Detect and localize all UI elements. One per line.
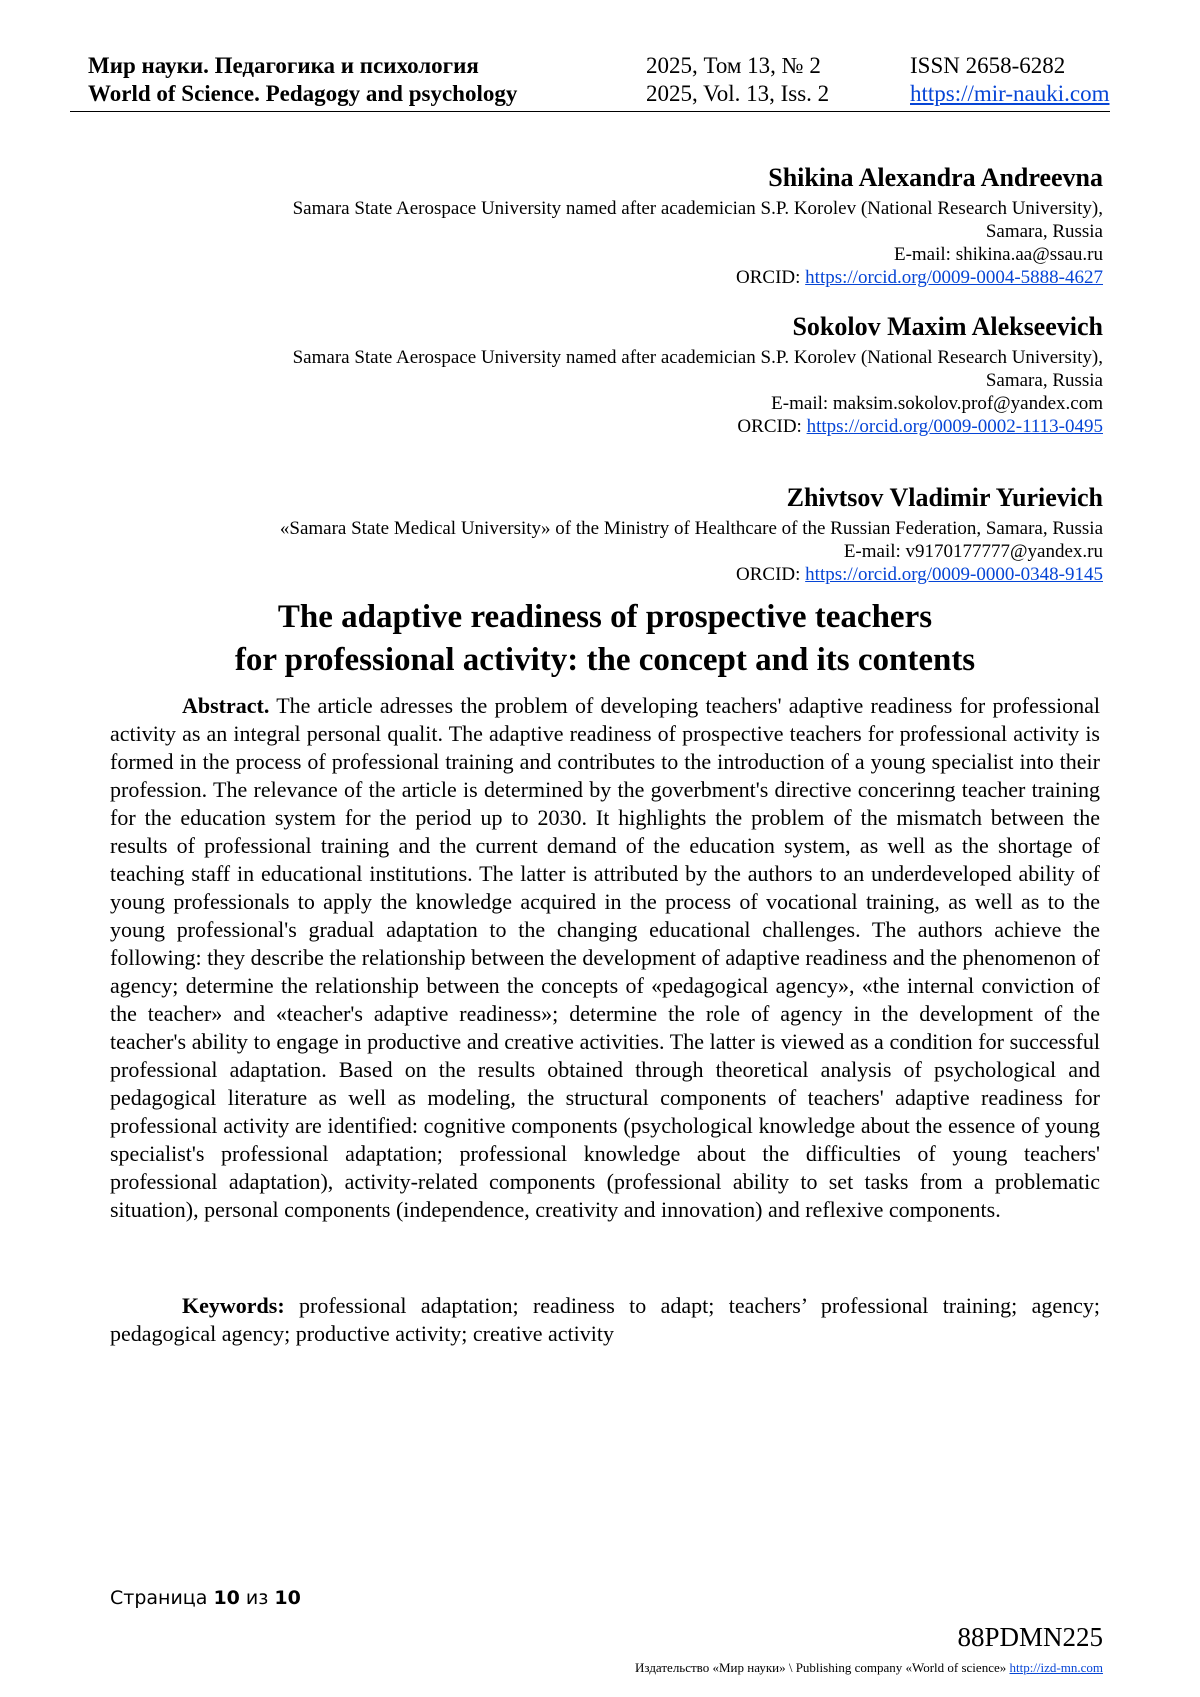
issue-ru: 2025, Том 13, № 2 bbox=[646, 53, 821, 78]
abstract-label: Abstract. bbox=[182, 693, 270, 718]
title-line: for professional activity: the concept and its contents bbox=[234, 642, 976, 678]
author-email: E-mail: maksim.sokolov.prof@yandex.com bbox=[771, 393, 1103, 414]
abstract-text: The article adresses the problem of developing teachers' adaptive readiness for professional activity as an integral personal qualit. The adaptive readiness of prospective teachers for professional activity is formed in the process of professional training and contributes to the introduction of a young specialist into their profession. The relevance of the article is determined by the goverbment's directive concerinng teacher training for the education system for the period up to 2030. It highlights the problem of the mismatch between the results of professional training and the current demand of the education system, as well as the shortage of teaching staff in educational institutions. The latter is attributed by the authors to an underdeveloped ability of young professionals to apply the knowledge acquired in the process of vocational training, as well as to the young professional's gradual adaptation to the changing educational challenges. The authors achieve the following: they describe the relationship between the development of adaptive readiness and the phenomenon of agency; determine the relationship between the concepts of «pedagogical agency», «the internal conviction of the teacher» and «teacher's adaptive readiness»; determine the role of agency in the development of the teacher's ability to engage in productive and creative activities. The latter is viewed as a condition for successful professional adaptation. Based on the results obtained through theoretical analysis of psychological and pedagogical literature as well as modeling, the structural components of teachers' adaptive readiness for professional activity are identified: cognitive components (psychological knowledge about the essence of young specialist's professional adaptation; professional knowledge about the difficulties of young teachers' professional adaptation), activity-related components (professional ability to set tasks from a problematic situation), personal components (independence, creativity and innovation) and reflexive components. bbox=[110, 693, 1100, 1222]
author-block bbox=[293, 163, 1103, 289]
page-number bbox=[110, 1587, 301, 1609]
publisher-link[interactable]: http://izd-mn.com bbox=[1009, 1660, 1103, 1675]
author-email: E-mail: shikina.aa@ssau.ru bbox=[893, 244, 1103, 265]
article-title bbox=[110, 596, 1100, 682]
journal-issue bbox=[646, 52, 829, 108]
keywords-label: Keywords: bbox=[182, 1293, 285, 1318]
publisher-text: Издательство «Мир науки» \ Publishing company «World of science» bbox=[635, 1660, 1010, 1675]
author-name: Zhivtsov Vladimir Yurievich bbox=[786, 483, 1103, 512]
orcid-link[interactable]: https://orcid.org/0009-0004-5888-4627 bbox=[805, 267, 1103, 288]
orcid-label: ORCID: bbox=[736, 267, 806, 288]
author-affiliation: Samara State Aerospace University named after academician S.P. Korolev (National Research University), bbox=[292, 347, 1103, 368]
author-block bbox=[293, 312, 1103, 438]
author-name: Sokolov Maxim Alekseevich bbox=[792, 312, 1103, 341]
journal-url-link[interactable]: https://mir-nauki.com bbox=[910, 81, 1110, 106]
author-email: E-mail: v9170177777@yandex.ru bbox=[843, 541, 1103, 562]
publisher-footer bbox=[635, 1660, 1103, 1676]
journal-name bbox=[88, 52, 517, 108]
abstract bbox=[110, 692, 1100, 1224]
article-code: 88PDMN225 bbox=[957, 1622, 1103, 1652]
page-word: Страница bbox=[110, 1587, 214, 1609]
page-total: 10 bbox=[274, 1587, 301, 1609]
orcid-label: ORCID: bbox=[737, 416, 807, 437]
journal-ids bbox=[910, 52, 1110, 108]
keywords-text: professional adaptation; readiness to adapt; teachers’ professional training; agency; pedagogical agency; productive activity; creative activity bbox=[110, 1293, 1100, 1346]
orcid-link[interactable]: https://orcid.org/0009-0000-0348-9145 bbox=[805, 564, 1103, 585]
author-orcid bbox=[280, 563, 1103, 586]
issue-en: 2025, Vol. 13, Iss. 2 bbox=[646, 81, 830, 106]
author-name: Shikina Alexandra Andreevna bbox=[768, 163, 1103, 192]
author-location: Samara, Russia bbox=[985, 370, 1103, 391]
page-of: из bbox=[239, 1587, 275, 1609]
keywords bbox=[110, 1292, 1100, 1348]
page-current: 10 bbox=[213, 1587, 240, 1609]
author-affiliation: Samara State Aerospace University named after academician S.P. Korolev (National Research University), bbox=[292, 198, 1103, 219]
author-orcid bbox=[293, 266, 1103, 289]
author-location: Samara, Russia bbox=[985, 221, 1103, 242]
orcid-label: ORCID: bbox=[736, 564, 806, 585]
header-divider bbox=[70, 111, 1110, 112]
journal-name-en: World of Science. Pedagogy and psychology bbox=[88, 81, 518, 106]
author-affiliation: «Samara State Medical University» of the Ministry of Healthcare of the Russian Federation, Samara, Russia bbox=[279, 518, 1103, 539]
orcid-link[interactable]: https://orcid.org/0009-0002-1113-0495 bbox=[806, 416, 1103, 437]
title-line: The adaptive readiness of prospective teachers bbox=[277, 599, 933, 635]
author-block bbox=[280, 483, 1103, 586]
journal-name-ru: Мир науки. Педагогика и психология bbox=[88, 53, 479, 78]
issn: ISSN 2658-6282 bbox=[910, 53, 1066, 78]
author-orcid bbox=[293, 415, 1103, 438]
